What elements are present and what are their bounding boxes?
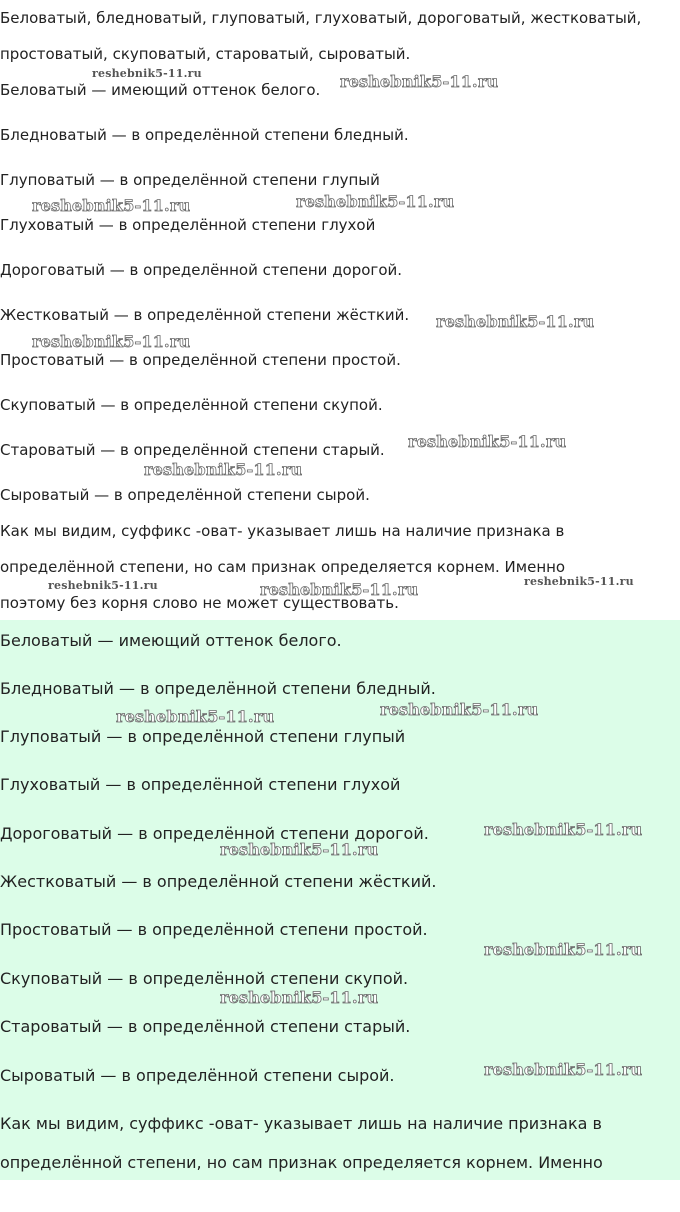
watermark-logo: reshebnik5-11.ru (220, 840, 379, 859)
watermark-logo: reshebnik5-11.ru (408, 432, 567, 451)
watermark-logo: reshebnik5-11.ru (260, 580, 419, 599)
watermark-logo: reshebnik5-11.ru (296, 192, 455, 211)
intro-line-1: Беловатый, бледноватый, глуповатый, глуховатый, дороговатый, жестковатый, (0, 9, 642, 27)
watermark-logo: reshebnik5-11.ru (484, 1060, 643, 1079)
watermark-logo: reshebnik5-11.ru (484, 820, 643, 839)
definition-line: Бледноватый — в определённой степени бледный. (0, 126, 409, 144)
conclusion-line-2: определённой степени, но сам признак определяется корнем. Именно (0, 1153, 603, 1172)
watermark-logo: reshebnik5-11.ru (144, 460, 303, 479)
watermark-logo: reshebnik5-11.ru (340, 72, 499, 91)
watermark-logo: reshebnik5-11.ru (92, 67, 202, 80)
watermark-logo: reshebnik5-11.ru (380, 700, 539, 719)
watermark-logo: reshebnik5-11.ru (220, 988, 379, 1007)
highlighted-answer-section (0, 620, 680, 1180)
definition-line: Беловатый — имеющий оттенок белого. (0, 631, 342, 650)
definition-line: Скуповатый — в определённой степени скупой. (0, 396, 383, 414)
definition-line: Жестковатый — в определённой степени жёсткий. (0, 872, 437, 891)
definition-line: Староватый — в определённой степени старый. (0, 1017, 411, 1036)
definition-line: Простоватый — в определённой степени простой. (0, 920, 428, 939)
definition-line: Сыроватый — в определённой степени сырой. (0, 486, 370, 504)
definition-line: Глуховатый — в определённой степени глухой (0, 775, 401, 794)
watermark-logo: reshebnik5-11.ru (32, 196, 191, 215)
conclusion-line-3: поэтому без корня слово не может существовать. (0, 594, 399, 612)
watermark-logo: reshebnik5-11.ru (524, 575, 634, 588)
definition-line: Староватый — в определённой степени старый. (0, 441, 385, 459)
watermark-logo: reshebnik5-11.ru (484, 940, 643, 959)
intro-line-2: простоватый, скуповатый, староватый, сыроватый. (0, 45, 411, 63)
watermark-logo: reshebnik5-11.ru (116, 707, 275, 726)
definition-line: Глуповатый — в определённой степени глупый (0, 171, 380, 189)
definition-line: Сыроватый — в определённой степени сырой. (0, 1066, 395, 1085)
definition-line: Жестковатый — в определённой степени жёсткий. (0, 306, 410, 324)
watermark-logo: reshebnik5-11.ru (48, 579, 158, 592)
conclusion-line-1: Как мы видим, суффикс -оват- указывает лишь на наличие признака в (0, 1114, 602, 1133)
conclusion-line-2: определённой степени, но сам признак определяется корнем. Именно (0, 558, 566, 576)
definition-line: Скуповатый — в определённой степени скупой. (0, 969, 409, 988)
definition-line: Простоватый — в определённой степени простой. (0, 351, 401, 369)
definition-line: Бледноватый — в определённой степени бледный. (0, 679, 436, 698)
conclusion-line-1: Как мы видим, суффикс -оват- указывает лишь на наличие признака в (0, 522, 565, 540)
watermark-logo: reshebnik5-11.ru (436, 312, 595, 331)
definition-line: Беловатый — имеющий оттенок белого. (0, 81, 321, 99)
watermark-logo: reshebnik5-11.ru (32, 332, 191, 351)
definition-line: Дороговатый — в определённой степени дорогой. (0, 824, 429, 843)
definition-line: Дороговатый — в определённой степени дорогой. (0, 261, 403, 279)
definition-line: Глуховатый — в определённой степени глухой (0, 216, 376, 234)
definition-line: Глуповатый — в определённой степени глупый (0, 727, 406, 746)
